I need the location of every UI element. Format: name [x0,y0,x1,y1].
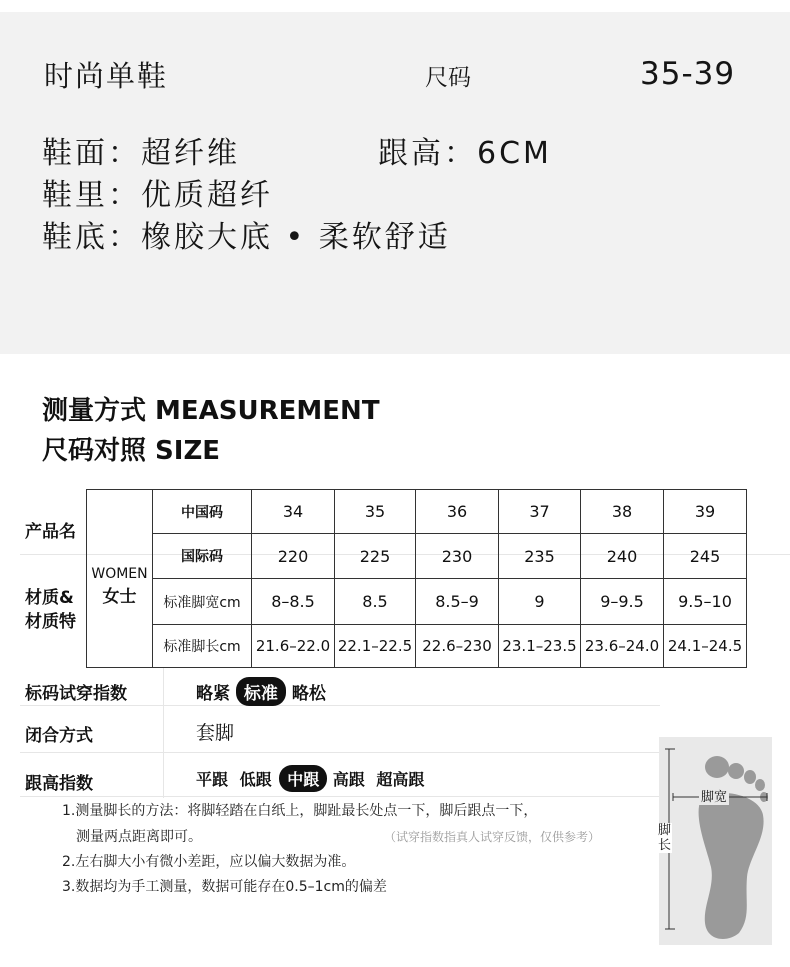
table-cell: 220 [251,533,335,579]
heel-option-extra-high: 超高跟 [376,770,425,789]
foot-illustration [659,737,772,945]
foot-width-label: 脚宽 [699,786,729,805]
measurement-title: 测量方式 MEASUREMENT [42,396,380,426]
table-cell: 8.5–9 [415,578,499,625]
gender-en: WOMEN [91,566,148,582]
table-cell: 22.1–22.5 [334,624,416,668]
divider [20,705,660,706]
fit-index-label: 标码试穿指数 [25,684,127,704]
row-label-cn-size: 中国码 [152,489,252,534]
table-cell: 23.1–23.5 [498,624,581,668]
divider [20,752,660,753]
table-cell: 240 [580,533,664,579]
table-cell: 34 [251,489,335,534]
row-label-intl-size: 国际码 [152,533,252,579]
gender-cn: 女士 [102,587,137,607]
heel-option-high: 高跟 [332,770,365,789]
sole-material: 鞋底：橡胶大底 • 柔软舒适 [42,220,451,255]
heel-options [196,765,424,792]
left-label-material-feature: 材质特 [25,612,76,632]
table-cell: 9.5–10 [663,578,747,625]
fit-options [196,677,326,706]
note-1: 1.测量脚长的方法：将脚轻踏在白纸上，脚趾最长处点一下，脚后跟点一下， [62,803,538,819]
table-cell: 21.6–22.0 [251,624,335,668]
row-label-foot-width: 标准脚宽cm [152,578,252,625]
note-1-continued: 测量两点距离即可。 [76,829,202,845]
fit-option-loose: 略松 [291,684,326,704]
table-cell: 24.1–24.5 [663,624,747,668]
left-label-product-name: 产品名 [25,522,76,542]
table-cell: 235 [498,533,581,579]
heel-option-mid-selected: 中跟 [279,765,327,792]
table-cell: 23.6–24.0 [580,624,664,668]
table-cell: 37 [498,489,581,534]
table-cell: 35 [334,489,416,534]
heel-index-label: 跟高指数 [25,774,93,794]
table-cell: 230 [415,533,499,579]
table-cell: 8.5 [334,578,416,625]
row-label-foot-length: 标准脚长cm [152,624,252,668]
fit-option-tight: 略紧 [196,684,230,704]
closure-label: 闭合方式 [25,726,93,746]
size-title: 尺码对照 SIZE [42,436,221,466]
gender-cell [86,489,153,668]
closure-value: 套脚 [196,722,235,744]
product-name: 时尚单鞋 [44,59,169,93]
foot-diagram [659,737,772,945]
table-cell: 39 [663,489,747,534]
size-label: 尺码 [425,65,471,91]
table-cell: 8–8.5 [251,578,335,625]
table-cell: 22.6–230 [415,624,499,668]
upper-material: 鞋面：超纤维 [42,136,240,171]
foot-length-label: 脚长 [658,823,672,853]
size-range: 35-39 [640,56,736,92]
table-cell: 9 [498,578,581,625]
heel-option-flat: 平跟 [196,770,229,789]
table-cell: 245 [663,533,747,579]
fit-option-standard-selected: 标准 [236,677,286,706]
table-cell: 9–9.5 [580,578,664,625]
divider [20,796,660,797]
heel-height: 跟高：6CM [378,136,552,171]
divider [163,668,164,798]
heel-option-low: 低跟 [239,770,272,789]
disclaimer: （试穿指数指真人试穿反馈，仅供参考） [384,830,601,844]
note-3: 3.数据均为手工测量，数据可能存在0.5–1cm的偏差 [62,879,387,895]
table-cell: 225 [334,533,416,579]
lining-material: 鞋里：优质超纤 [42,178,273,213]
table-cell: 36 [415,489,499,534]
note-2: 2.左右脚大小有微小差距，应以偏大数据为准。 [62,854,356,870]
table-cell: 38 [580,489,664,534]
left-label-material: 材质& [25,588,74,608]
